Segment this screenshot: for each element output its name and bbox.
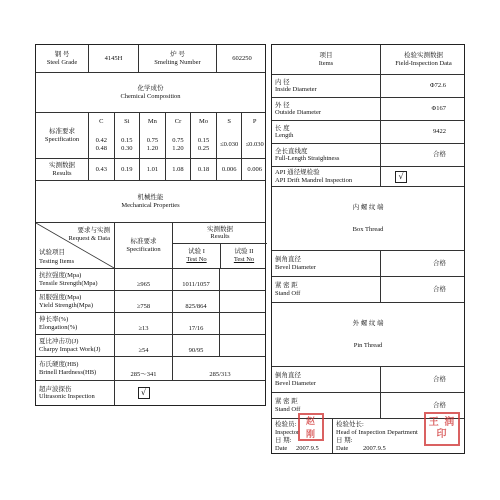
field-label-cn: 内 径 [275,78,290,86]
mech-row-spec: ≥54 [138,346,149,354]
chem-result-value: 1.08 [172,165,184,173]
chem-col [165,113,191,158]
field-label-en: Length [275,132,294,139]
head-date-label-en: Date [336,445,349,452]
field-row [272,367,464,393]
chem-col [139,113,165,158]
steel-grade-label-en: Steel Grade [46,58,78,66]
chem-title-en: Chemical Composition [120,92,181,100]
chem-col [114,113,140,158]
data-header-en: Field-Inspection Data [395,59,452,67]
field-value: Φ167 [431,105,446,113]
chem-element-header: P [252,118,257,126]
chem-spec-value: 0.75 1.20 [172,137,184,152]
mech-title-en: Mechanical Properties [121,201,180,209]
right-panel [271,44,465,454]
brinell-value: 285/313 [209,370,231,378]
box-thread-en: Box Thread [352,225,384,233]
mech-row-label-cn: 抗拉强度(Mpa) [39,272,82,279]
chem-result-cell [190,159,216,180]
field-label-en: Stand Off [275,289,301,297]
chem-spec-value: 0.42 0.48 [95,137,107,152]
chem-element-header: Mo [199,118,209,126]
mech-row [36,313,265,335]
pin-thread-cn: 外 螺 纹 端 [352,320,384,327]
field-label-en: Bevel Diameter [275,379,316,387]
mech-row [36,269,265,291]
mech-row-test1: 825/864 [185,302,207,310]
items-header-en: Items [318,59,334,67]
inspector-label-en: Inspector [275,429,300,436]
field-label-en: Full-Length Straightness [275,155,340,162]
api-check-mark: √ [395,171,407,183]
chem-result-value: 0.006 [221,165,237,173]
mech-row-label-cn: 屈服强度(Mpa) [39,294,82,301]
steel-grade-row [36,45,265,73]
ultrasonic-label-cn: 超声波探伤 [39,385,72,393]
mech-res-en: Results [210,233,230,240]
chem-results-label-en: Results [52,169,72,177]
chem-spec-row [36,113,265,159]
mech-row-spec: ≥13 [138,324,149,332]
field-row [272,98,464,121]
field-label-cn: 倒角直径 [275,256,301,263]
mech-test1-cn: 试验 I [188,248,205,255]
chem-result-value: 1.01 [146,165,159,173]
mech-test2-en: Test No [233,255,255,263]
mech-row-label-cn: 伸长率(%) [39,316,69,323]
data-header-cn: 检验实测数据 [404,52,443,59]
field-row [272,251,464,277]
mech-row [36,335,265,357]
field-label-cn: 紧 密 距 [275,398,298,405]
api-row [272,167,464,187]
api-label-cn: API 通径规检验 [275,169,320,176]
inspector-date-label-en: Date [275,445,288,452]
chem-element-header: Cr [174,118,182,126]
chem-element-header: S [227,118,231,126]
chem-title-row [36,73,265,113]
inspector-date-value: 2007.9.5 [296,445,319,452]
chem-spec-label-en: Specification [44,135,80,143]
smelting-label-en: Smelting Number [154,58,201,66]
mech-test1-en: Test No [186,255,207,263]
chem-spec-value: 0.15 0.30 [121,137,133,152]
field-row [272,75,464,98]
mech-row-label-en: Tensile Strength(Mpa) [39,279,98,287]
inspector-seal-stamp: 赵 刚 [298,413,324,441]
chem-result-cell [216,159,242,180]
chem-spec-value: 0.15 0.25 [197,137,210,152]
steel-grade-value: 4145H [104,54,123,62]
chem-col [190,113,216,158]
chem-title-cn: 化学成份 [137,85,164,92]
chem-result-value: 0.19 [121,165,133,173]
field-value: 合格 [433,151,446,159]
mech-row-test1: 90/95 [188,346,204,354]
field-value: 合格 [433,259,446,267]
chem-result-cell [139,159,165,180]
chem-results-row [36,159,265,181]
chem-col [216,113,242,158]
mech-row-spec: ≥758 [136,302,151,310]
head-date-label-cn: 日 期: [336,437,353,444]
chem-element-header: C [99,118,104,126]
mech-row-label-en: Charpy Impact Work(J) [39,345,101,353]
mech-item-en: Testing Items [39,258,75,265]
mech-item-cn: 试验项目 [39,249,65,256]
mech-row [36,291,265,313]
field-value: 9422 [433,128,446,136]
mech-row-spec: ≥965 [136,280,151,288]
chem-result-cell [165,159,191,180]
chem-spec-value: 0.75 1.20 [146,137,159,152]
field-value: 合格 [433,401,446,409]
mech-test2-cn: 试验 II [234,248,254,255]
head-label-cn: 检验处长: [336,421,364,428]
brinell-label-en: Brinell Hardness(HB) [39,368,97,376]
field-label-en: Inside Diameter [275,86,317,93]
chem-col [241,113,267,158]
mech-res-cn: 实测数据 [207,225,233,233]
chem-element-header: Mn [147,118,157,126]
left-panel [35,44,266,406]
right-header-row [272,45,464,75]
brinell-spec: 285～341 [130,370,157,378]
chem-element-header: Si [124,118,130,126]
chem-result-value: 0.006 [247,165,263,173]
mech-row-label-en: Yield Strength(Mpa) [39,301,93,309]
field-label-cn: 长 度 [275,124,290,132]
mech-header-row [36,223,265,269]
ultrasonic-check-mark: √ [138,387,150,399]
mech-row-label-cn: 夏比冲击功(J) [39,338,79,345]
head-seal-stamp: 王 润 印 [424,412,460,446]
field-row [272,121,464,144]
field-value: 合格 [433,375,446,383]
chem-result-value: 0.43 [95,165,107,173]
chem-result-cell [114,159,140,180]
smelting-label-cn: 炉 号 [170,51,185,58]
head-label-en: Head of Inspection Department [336,429,418,436]
field-label-cn: 紧 密 距 [275,282,298,289]
field-label-cn: 全长直线度 [275,147,308,155]
head-date-value: 2007.9.5 [363,445,386,452]
field-label-en: Outside Diameter [275,109,322,116]
items-header-cn: 项目 [319,52,333,59]
field-label-cn: 外 径 [275,101,290,109]
chem-result-cell [241,159,267,180]
api-label-en: API Drift Mandrel Inspection [275,176,353,184]
chem-results-label-cn: 实测数据 [49,162,75,169]
mech-row-test1: 1011/1057 [182,280,210,288]
brinell-row [36,357,265,381]
pin-thread-en: Pin Thread [353,341,383,349]
mech-title-row [36,181,265,223]
box-thread-cn: 内 螺 纹 端 [352,204,384,211]
field-row [272,277,464,303]
smelting-value: 602250 [232,54,252,62]
mech-title-cn: 机械性能 [137,194,164,201]
mech-row-test1: 17/16 [188,324,204,332]
field-row [272,144,464,167]
chem-result-value: 0.18 [197,165,210,173]
pin-thread-title-row [272,303,464,367]
field-label-en: Stand Off [275,405,301,413]
mech-req-en: Request & Data [68,235,110,242]
field-label-cn: 倒角直径 [275,372,301,379]
chem-spec-value: ≤0.030 [220,140,239,148]
mech-row-label-en: Elongation(%) [39,323,78,331]
chem-col [88,113,114,158]
mech-spec-en: Specification [126,245,161,253]
inspector-date-label-cn: 日 期: [275,437,292,444]
mech-req-cn: 要求与实测 [77,227,110,234]
mech-spec-cn: 标准要求 [130,238,157,245]
inspector-label-cn: 检验员: [275,421,297,428]
chem-result-cell [88,159,114,180]
brinell-label-cn: 布氏硬度(HB) [39,361,79,368]
chem-spec-value: ≤0.030 [245,140,264,148]
field-label-en: Bevel Diameter [275,263,316,271]
field-value: 合格 [433,285,446,293]
ultrasonic-row [36,381,265,405]
ultrasonic-label-en: Ultrasonic Inspection [39,393,95,400]
chem-spec-label-cn: 标准要求 [49,128,75,135]
field-value: Φ72.6 [429,82,446,90]
steel-grade-label-cn: 钢 号 [54,51,70,58]
box-thread-title-row [272,187,464,251]
